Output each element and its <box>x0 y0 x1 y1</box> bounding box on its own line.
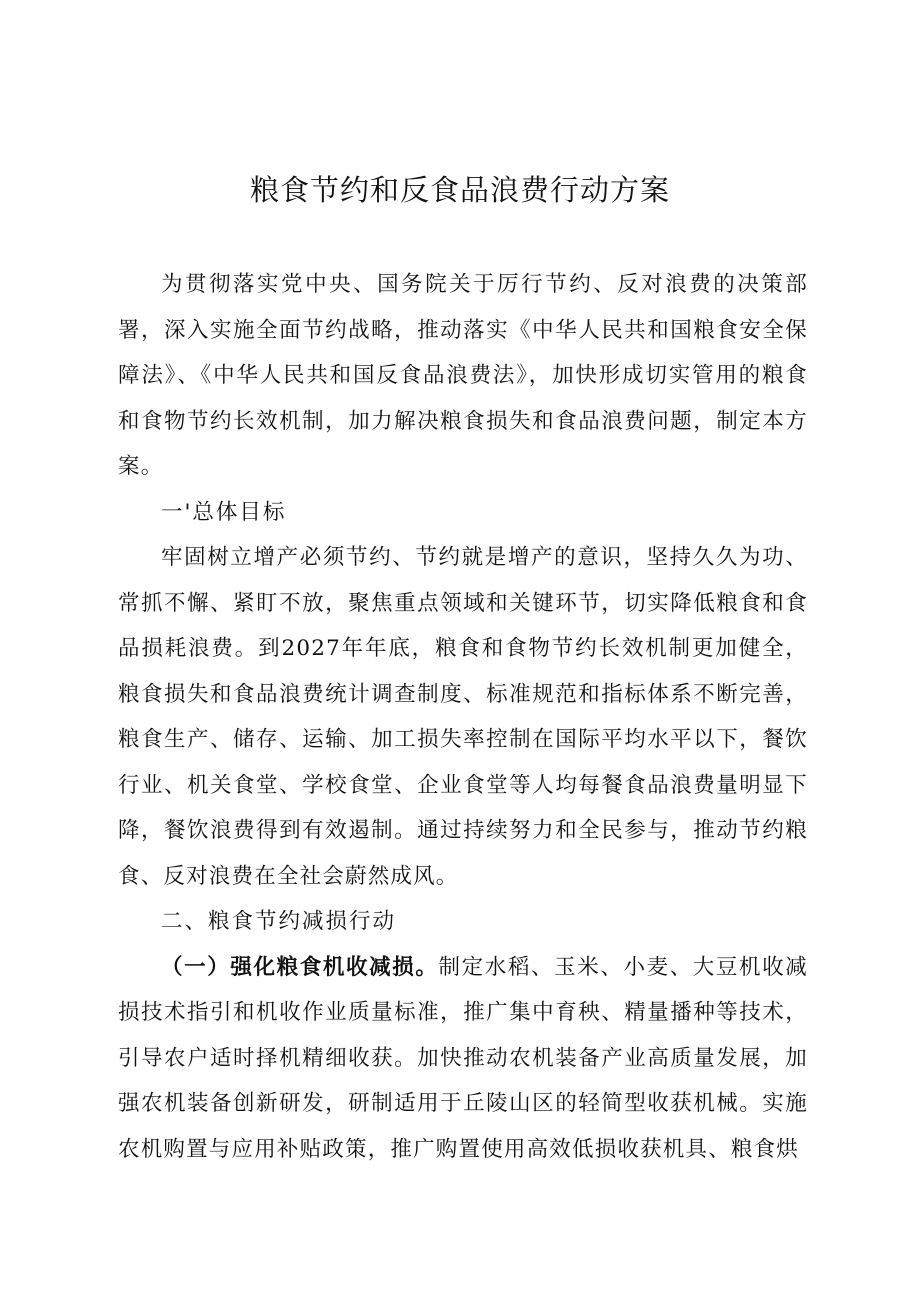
section-1-heading: 一'总体目标 <box>161 499 287 525</box>
section-2-item-1-paragraph <box>118 945 808 1173</box>
section-1-paragraph: 牢固树立增产必须节约、节约就是增产的意识，坚持久久为功、常抓不懈、紧盯不放，聚焦重点领域和关键环节，切实降低粮食和食品损耗浪费。到2027年年底，粮食和食物节约长效机制更加健全，粮食损失和食品浪费统计调查制度、标准规范和指标体系不断完善，粮食生产、储存、运输、加工损失率控制在国际平均水平以下，餐饮行业、机关食堂、学校食堂、企业食堂等人均每餐食品浪费量明显下降，餐饮浪费得到有效遏制。通过持续努力和全民参与，推动节约粮食、反对浪费在全社会蔚然成风。 <box>118 545 808 889</box>
document-title: 粮食节约和反食品浪费行动方案 <box>249 173 670 207</box>
intro-paragraph: 为贯彻落实党中央、国务院关于厉行节约、反对浪费的决策部署，深入实施全面节约战略，推动落实《中华人民共和国粮食安全保障法》、《中华人民共和国反食品浪费法》，加快形成切实管用的粮食和食物节约长效机制，加力解决粮食损失和食品浪费问题，制定本方案。 <box>118 272 808 479</box>
section-2-item-1-label: （一）强化粮食机收减损。 <box>161 954 439 980</box>
section-2-heading: 二、粮食节约减损行动 <box>161 909 397 934</box>
section-2-item-1-body: 制定水稻、玉米、小麦、大豆机收减损技术指引和机收作业质量标准，推广集中育秧、精量播种等技术，引导农户适时择机精细收获。加快推动农机装备产业高质量发展，加强农机装备创新研发，研制适用于丘陵山区的轻简型收获机械。实施农机购置与应用补贴政策，推广购置使用高效低损收获机具、粮食烘 <box>118 954 808 1162</box>
document-body <box>118 262 808 1172</box>
